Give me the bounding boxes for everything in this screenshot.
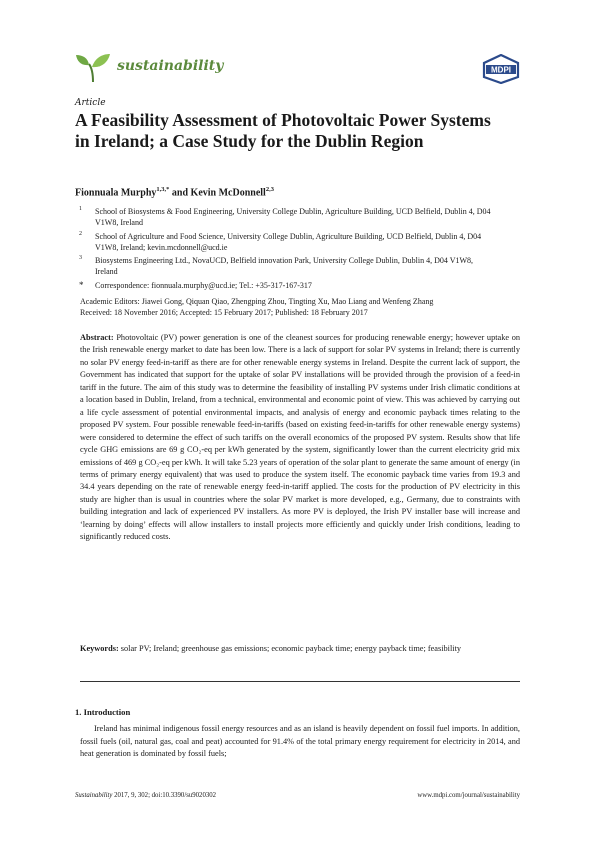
introduction-paragraph: Ireland has minimal indigenous fossil energy resources and as an island is heavily dependent on fossil fuel imports. In addition, fossil fuels (oil, natural gas, coal and peat) accounted for 91.4% of the total primary energy requirement for electricity in 2014, and heat generation is dominated by fossil fuels; [80,724,520,759]
svg-text:MDPI: MDPI [491,65,511,75]
author-name: Kevin McDonnell [190,187,266,199]
footer-journal: Sustainability [75,792,113,799]
affiliation-number: 3 [79,255,82,261]
affiliation-item [75,231,495,253]
keywords [80,643,520,655]
footer-citation-text: 2017, 9, 302; doi:10.3390/su9020302 [112,792,217,799]
publication-dates: Received: 18 November 2016; Accepted: 15 February 2017; Published: 18 February 2017 [80,308,368,317]
affiliation-text: School of Biosystems & Food Engineering, University College Dublin, Agriculture Building, UCD Belfield, Dublin 4, D04 V1W8, Ireland [95,207,491,227]
footer-url[interactable]: www.mdpi.com/journal/sustainability [417,792,520,799]
abstract-text: Photovoltaic (PV) power generation is one of the cleanest sources for producing renewable energy; however uptake on the Irish renewable energy market to date has been low. There is a lack of support for solar PV systems in Ireland; there is currently no solar PV energy feed-in-tariff as there are for other renewable energy systems in Ireland. Despite the current lack of support, the Government has indicated that support for the uptake of solar PV installations will be provided through the provision of a feed-in tariff in the future. The aim of this study was to determine the feasibility of installing PV systems under Irish climatic conditions at a location based in Dublin, Ireland, from a technical, environmental and economic point of view. This was achieved by carrying out a life cycle assessment of potential environmental impacts, and analysis of energy and economic payback times relating to the proposed PV system. Four possible renewable feed-in-tariffs (based on existing feed-in-tariffs for other renewable energy systems) were considered to determine the effect of such tariffs on the overall economics of the proposed PV system. Results show that life cycle GHG emissions are 69 g CO₂-eq per kWh generated by the system, significantly lower than the current electricity grid mix emissions of 469 g CO₂-eq per kWh. It will take 5.23 years of operation of the solar plant to generate the same amount of energy (in terms of primary energy equivalent) that was used to produce the system itself. The economic payback time varies from 19.3 and 34.4 years depending on the rate of renewable energy feed-in-tariff applied. The costs for the production of PV electricity in this study are higher than is usual in countries where the solar PV market is more developed, e.g., Germany, due to constraints with building integration and lack of experienced PV installers. As more PV is deployed, the Irish PV installer base will increase and ‘learning by doing’ effects will allow installers to install projects more efficiently and quickly under Irish conditions, leading to significantly reduced costs. [80,333,521,542]
abstract-label: Abstract: [80,333,114,342]
article-type: Article [75,98,106,108]
author-joiner: and [169,187,191,199]
affiliation-number: 1 [79,206,82,212]
affiliation-item [75,255,495,277]
correspondence-text: Correspondence: fionnuala.murphy@ucd.ie; Tel.: +35-317-167-317 [95,280,312,290]
correspondence-item [75,280,495,291]
authors-line [75,186,274,198]
editors-and-dates [80,296,520,318]
author-affil-sup: 2,3 [265,186,274,193]
author-affil-sup: 1,3,* [156,186,170,193]
affiliation-number: 2 [79,230,82,237]
author-name: Fionnuala Murphy [75,187,157,199]
affiliation-text: Biosystems Engineering Ltd., NovaUCD, Belfield innovation Park, University College Dublin, Dublin 4, D04 V1W8, Ireland [95,256,474,276]
correspondence-marker: * [79,279,84,290]
section-divider [80,681,520,682]
mdpi-logo-icon [482,54,520,84]
journal-header [75,50,520,90]
academic-editors: Academic Editors: Jiawei Gong, Qiquan Qiao, Zhengping Zhou, Tingting Xu, Mao Liang and Wenfeng Zhang [80,297,434,306]
keywords-label: Keywords: [80,644,119,653]
keywords-text: solar PV; Ireland; greenhouse gas emissions; economic payback time; energy payback time; feasibility [120,644,462,653]
affiliation-text: School of Agriculture and Food Science, University College Dublin, Agriculture Building, UCD Belfield, Dublin 4, D04 V1W8, Ireland; kevin.mcdonnell@ucd.ie [95,231,482,252]
footer-citation [75,792,216,799]
section-heading: 1. Introduction [75,707,131,717]
affiliation-item [75,206,495,228]
abstract [80,332,520,544]
affiliations [75,206,495,293]
paper-title: A Feasibility Assessment of Photovoltaic Power Systems in Ireland; a Case Study for the Dublin Region [75,110,491,151]
leaf-sprout-icon [75,52,111,84]
journal-name: sustainability [117,58,224,74]
